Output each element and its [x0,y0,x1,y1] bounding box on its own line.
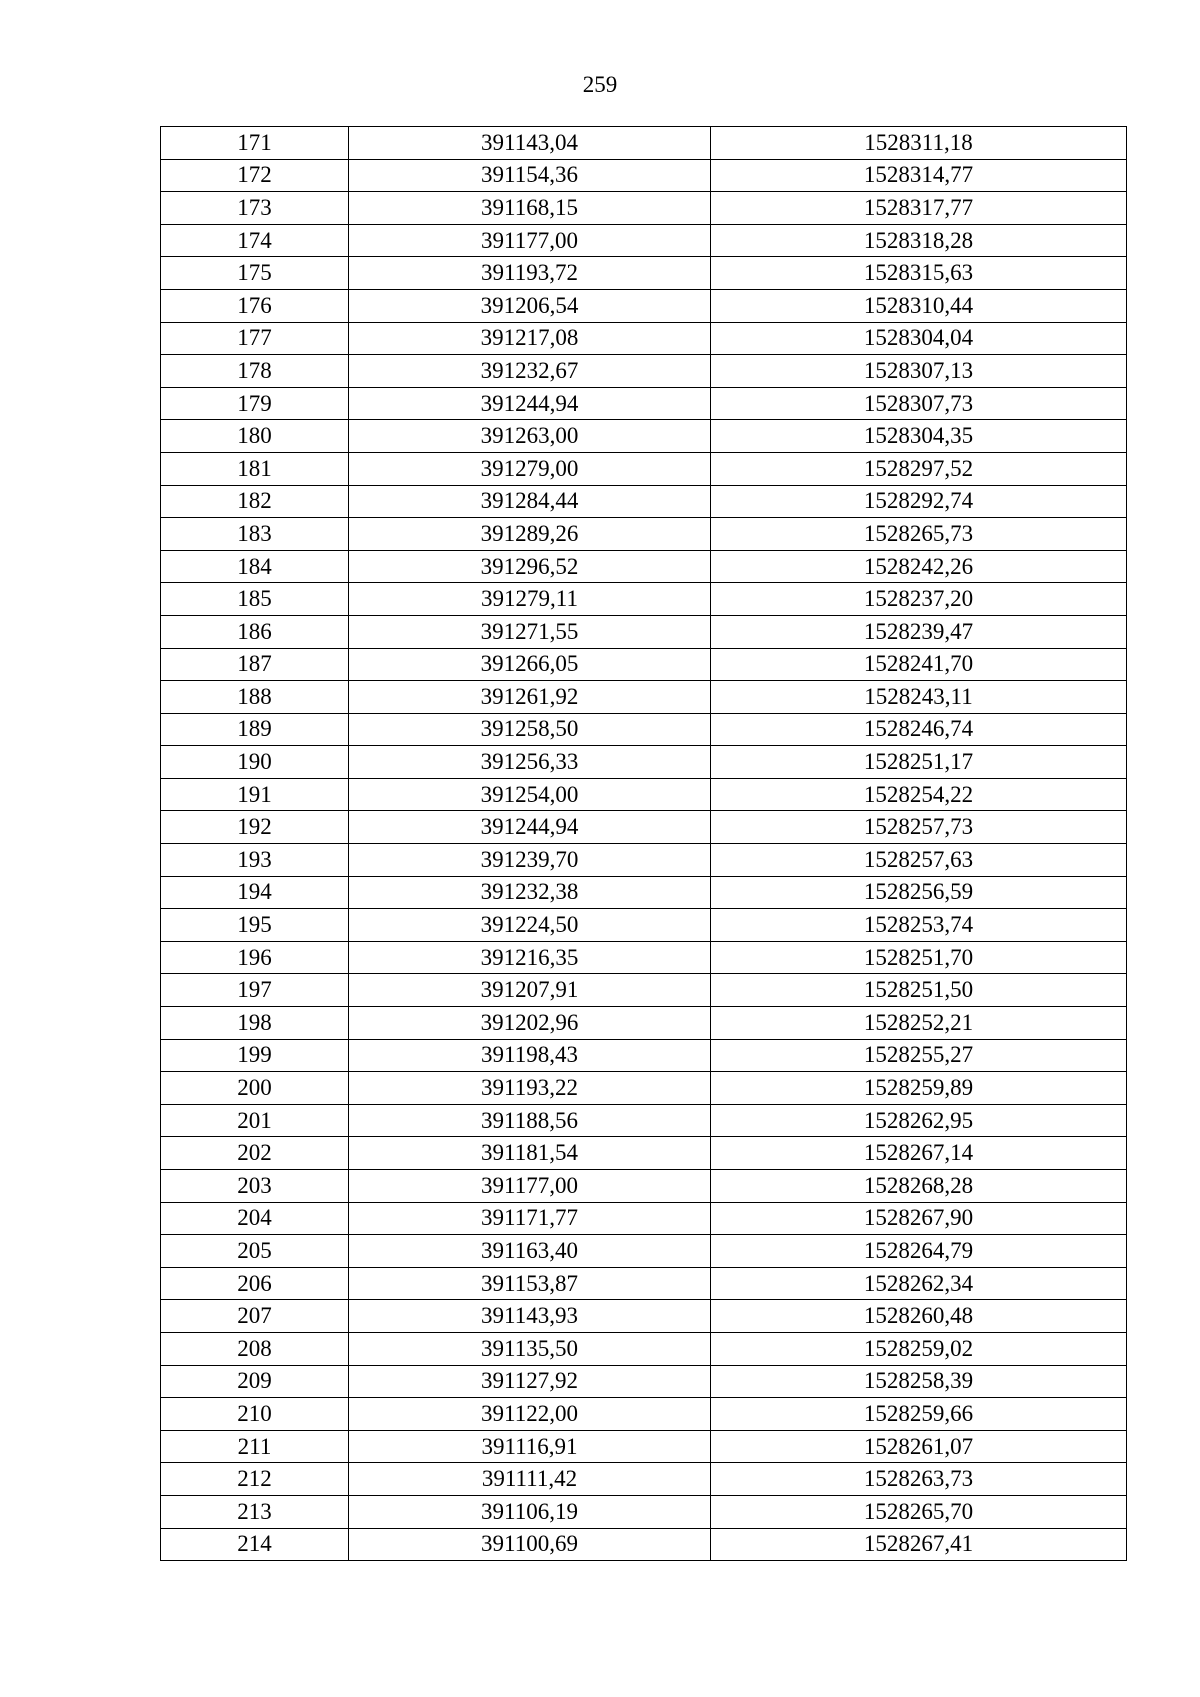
table-row [161,1463,1127,1496]
x-coordinate-cell: 391122,00 [349,1398,711,1431]
x-coordinate-cell: 391244,94 [349,387,711,420]
x-coordinate-cell: 391168,15 [349,192,711,225]
coordinates-table [160,126,1127,1561]
y-coordinate-cell: 1528262,34 [711,1267,1127,1300]
y-coordinate-cell: 1528252,21 [711,1007,1127,1040]
point-number-cell: 190 [161,746,349,779]
x-coordinate-cell: 391254,00 [349,778,711,811]
table-row [161,1007,1127,1040]
table-row [161,648,1127,681]
x-coordinate-cell: 391289,26 [349,518,711,551]
point-number-cell: 211 [161,1430,349,1463]
x-coordinate-cell: 391216,35 [349,941,711,974]
table-row [161,1495,1127,1528]
y-coordinate-cell: 1528267,90 [711,1202,1127,1235]
table-row [161,615,1127,648]
x-coordinate-cell: 391143,04 [349,127,711,160]
y-coordinate-cell: 1528242,26 [711,550,1127,583]
table-row [161,909,1127,942]
point-number-cell: 206 [161,1267,349,1300]
point-number-cell: 199 [161,1039,349,1072]
y-coordinate-cell: 1528265,73 [711,518,1127,551]
table-row [161,387,1127,420]
table-row [161,583,1127,616]
point-number-cell: 195 [161,909,349,942]
y-coordinate-cell: 1528251,70 [711,941,1127,974]
y-coordinate-cell: 1528239,47 [711,615,1127,648]
point-number-cell: 194 [161,876,349,909]
point-number-cell: 191 [161,778,349,811]
x-coordinate-cell: 391116,91 [349,1430,711,1463]
table-row [161,876,1127,909]
y-coordinate-cell: 1528304,35 [711,420,1127,453]
point-number-cell: 177 [161,322,349,355]
y-coordinate-cell: 1528315,63 [711,257,1127,290]
point-number-cell: 184 [161,550,349,583]
point-number-cell: 173 [161,192,349,225]
x-coordinate-cell: 391153,87 [349,1267,711,1300]
x-coordinate-cell: 391206,54 [349,289,711,322]
x-coordinate-cell: 391181,54 [349,1137,711,1170]
table-row [161,1170,1127,1203]
table-row [161,811,1127,844]
point-number-cell: 192 [161,811,349,844]
point-number-cell: 205 [161,1235,349,1268]
y-coordinate-cell: 1528307,13 [711,355,1127,388]
y-coordinate-cell: 1528265,70 [711,1495,1127,1528]
table-row [161,355,1127,388]
point-number-cell: 187 [161,648,349,681]
y-coordinate-cell: 1528237,20 [711,583,1127,616]
point-number-cell: 202 [161,1137,349,1170]
y-coordinate-cell: 1528260,48 [711,1300,1127,1333]
table-row [161,681,1127,714]
point-number-cell: 200 [161,1072,349,1105]
point-number-cell: 179 [161,387,349,420]
y-coordinate-cell: 1528256,59 [711,876,1127,909]
point-number-cell: 203 [161,1170,349,1203]
point-number-cell: 174 [161,224,349,257]
x-coordinate-cell: 391258,50 [349,713,711,746]
x-coordinate-cell: 391193,22 [349,1072,711,1105]
table-row [161,550,1127,583]
y-coordinate-cell: 1528259,66 [711,1398,1127,1431]
x-coordinate-cell: 391263,00 [349,420,711,453]
y-coordinate-cell: 1528261,07 [711,1430,1127,1463]
y-coordinate-cell: 1528310,44 [711,289,1127,322]
point-number-cell: 210 [161,1398,349,1431]
point-number-cell: 183 [161,518,349,551]
y-coordinate-cell: 1528258,39 [711,1365,1127,1398]
x-coordinate-cell: 391224,50 [349,909,711,942]
table-row [161,224,1127,257]
y-coordinate-cell: 1528314,77 [711,159,1127,192]
x-coordinate-cell: 391296,52 [349,550,711,583]
x-coordinate-cell: 391193,72 [349,257,711,290]
point-number-cell: 182 [161,485,349,518]
point-number-cell: 204 [161,1202,349,1235]
point-number-cell: 175 [161,257,349,290]
point-number-cell: 207 [161,1300,349,1333]
point-number-cell: 171 [161,127,349,160]
point-number-cell: 172 [161,159,349,192]
table-row [161,778,1127,811]
table-row [161,1202,1127,1235]
page-number: 259 [582,72,618,97]
x-coordinate-cell: 391135,50 [349,1332,711,1365]
table-row [161,1398,1127,1431]
y-coordinate-cell: 1528243,11 [711,681,1127,714]
x-coordinate-cell: 391111,42 [349,1463,711,1496]
table-row [161,974,1127,1007]
table-row [161,1137,1127,1170]
x-coordinate-cell: 391171,77 [349,1202,711,1235]
table-row [161,518,1127,551]
point-number-cell: 209 [161,1365,349,1398]
y-coordinate-cell: 1528259,89 [711,1072,1127,1105]
y-coordinate-cell: 1528263,73 [711,1463,1127,1496]
y-coordinate-cell: 1528311,18 [711,127,1127,160]
x-coordinate-cell: 391217,08 [349,322,711,355]
x-coordinate-cell: 391232,67 [349,355,711,388]
point-number-cell: 208 [161,1332,349,1365]
point-number-cell: 193 [161,844,349,877]
table-row [161,1267,1127,1300]
x-coordinate-cell: 391154,36 [349,159,711,192]
table-row [161,420,1127,453]
x-coordinate-cell: 391284,44 [349,485,711,518]
x-coordinate-cell: 391177,00 [349,224,711,257]
y-coordinate-cell: 1528268,28 [711,1170,1127,1203]
point-number-cell: 198 [161,1007,349,1040]
point-number-cell: 181 [161,452,349,485]
x-coordinate-cell: 391261,92 [349,681,711,714]
point-number-cell: 180 [161,420,349,453]
x-coordinate-cell: 391207,91 [349,974,711,1007]
x-coordinate-cell: 391202,96 [349,1007,711,1040]
x-coordinate-cell: 391198,43 [349,1039,711,1072]
point-number-cell: 214 [161,1528,349,1561]
x-coordinate-cell: 391127,92 [349,1365,711,1398]
coordinates-table-body [161,127,1127,1561]
y-coordinate-cell: 1528246,74 [711,713,1127,746]
x-coordinate-cell: 391266,05 [349,648,711,681]
x-coordinate-cell: 391100,69 [349,1528,711,1561]
y-coordinate-cell: 1528297,52 [711,452,1127,485]
x-coordinate-cell: 391279,11 [349,583,711,616]
y-coordinate-cell: 1528304,04 [711,322,1127,355]
table-row [161,1528,1127,1561]
table-row [161,713,1127,746]
table-row [161,1365,1127,1398]
table-row [161,941,1127,974]
y-coordinate-cell: 1528257,63 [711,844,1127,877]
y-coordinate-cell: 1528318,28 [711,224,1127,257]
point-number-cell: 176 [161,289,349,322]
x-coordinate-cell: 391244,94 [349,811,711,844]
x-coordinate-cell: 391143,93 [349,1300,711,1333]
y-coordinate-cell: 1528255,27 [711,1039,1127,1072]
point-number-cell: 212 [161,1463,349,1496]
table-row [161,192,1127,225]
table-row [161,1039,1127,1072]
x-coordinate-cell: 391271,55 [349,615,711,648]
table-row [161,159,1127,192]
y-coordinate-cell: 1528259,02 [711,1332,1127,1365]
y-coordinate-cell: 1528241,70 [711,648,1127,681]
table-row [161,289,1127,322]
table-row [161,257,1127,290]
table-row [161,1430,1127,1463]
point-number-cell: 189 [161,713,349,746]
table-row [161,1072,1127,1105]
y-coordinate-cell: 1528317,77 [711,192,1127,225]
table-row [161,452,1127,485]
table-row [161,485,1127,518]
x-coordinate-cell: 391239,70 [349,844,711,877]
point-number-cell: 197 [161,974,349,1007]
point-number-cell: 185 [161,583,349,616]
point-number-cell: 186 [161,615,349,648]
table-row [161,1235,1127,1268]
y-coordinate-cell: 1528254,22 [711,778,1127,811]
x-coordinate-cell: 391256,33 [349,746,711,779]
table-row [161,1332,1127,1365]
point-number-cell: 178 [161,355,349,388]
x-coordinate-cell: 391232,38 [349,876,711,909]
y-coordinate-cell: 1528267,14 [711,1137,1127,1170]
y-coordinate-cell: 1528307,73 [711,387,1127,420]
table-row [161,1300,1127,1333]
point-number-cell: 196 [161,941,349,974]
y-coordinate-cell: 1528262,95 [711,1104,1127,1137]
point-number-cell: 213 [161,1495,349,1528]
x-coordinate-cell: 391177,00 [349,1170,711,1203]
y-coordinate-cell: 1528257,73 [711,811,1127,844]
table-row [161,844,1127,877]
x-coordinate-cell: 391106,19 [349,1495,711,1528]
y-coordinate-cell: 1528267,41 [711,1528,1127,1561]
point-number-cell: 188 [161,681,349,714]
x-coordinate-cell: 391188,56 [349,1104,711,1137]
point-number-cell: 201 [161,1104,349,1137]
y-coordinate-cell: 1528253,74 [711,909,1127,942]
y-coordinate-cell: 1528264,79 [711,1235,1127,1268]
x-coordinate-cell: 391163,40 [349,1235,711,1268]
x-coordinate-cell: 391279,00 [349,452,711,485]
table-row [161,1104,1127,1137]
table-row [161,322,1127,355]
y-coordinate-cell: 1528251,50 [711,974,1127,1007]
y-coordinate-cell: 1528251,17 [711,746,1127,779]
table-row [161,746,1127,779]
table-row [161,127,1127,160]
y-coordinate-cell: 1528292,74 [711,485,1127,518]
